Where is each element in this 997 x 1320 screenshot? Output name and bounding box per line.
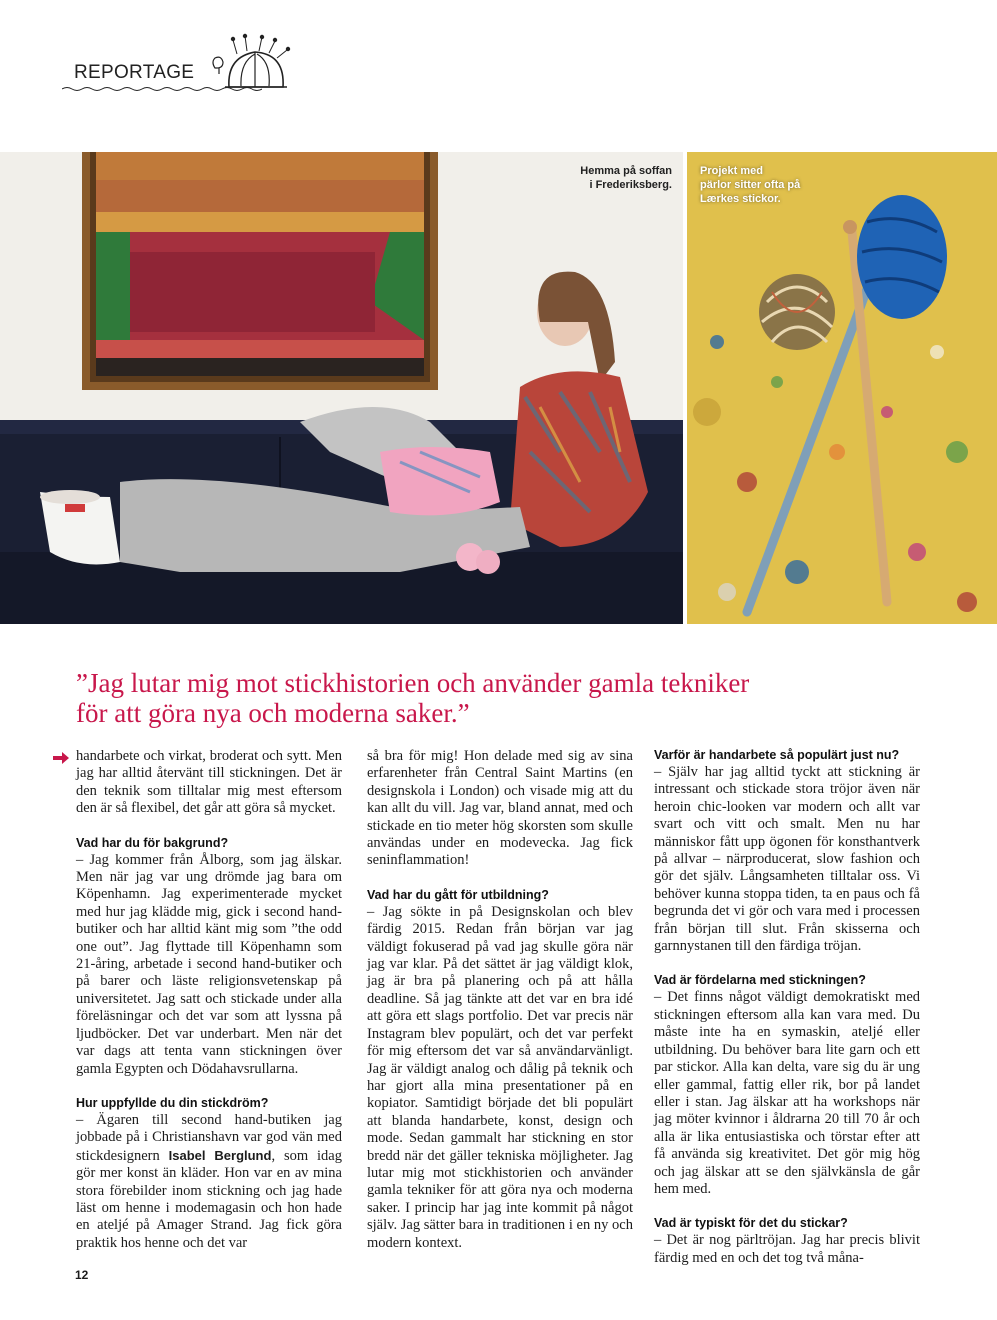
text-span: , som idag gör mer konst än kläder. Hon var en av mina stora förebilder inom stickning och jag hade läst om henne i modemagasin och hon hade en ateljé på Amager Strand. Jag fick göra praktik hos henne och det var <box>76 1147 342 1251</box>
question-heading: Vad har du för bakgrund? <box>76 835 229 850</box>
text-span: – Ägaren till second hand-butiken jag jobbade på i Christianshavn var god vän med stickdesignern <box>76 1111 342 1164</box>
question-heading: Vad är typiskt för det du stickar? <box>654 1216 848 1231</box>
caption-right <box>700 164 810 206</box>
continuation-arrow-icon <box>52 751 70 765</box>
paragraph: handarbete och virkat, broderat och sytt. Men jag har alltid återvänt till stickningen. Det är den teknik som tilltalar mig mest eftersom den är så flexibel, det går att göra så mycket. <box>76 748 342 817</box>
photo-knitting-on-sofa <box>0 152 683 624</box>
section-header <box>62 32 302 102</box>
paragraph: – Det är nog pärltröjan. Jag har precis blivit färdig med en och det tog två måna- <box>654 1232 920 1266</box>
question-heading: Varför är handarbete så populärt just nu? <box>654 748 900 762</box>
paragraph: – Det finns något väldigt demokratiskt med stickningen eftersom alla kan vara med. Du måste inte ha en symaskin, ateljé eller utbildning. Du behöver bara lite garn och ett par stickor. Alla kan delta, vare sig du är ung eller gammal, fattig eller rik, bor på landet eller i stan. Jag älskar att ha workshops när jag möter kvinnor i åldrarna 20 till 70 år och alla är lika entusiastiska och törstar efter att få använda sig kreativitet. Det gör mig hög och jag älskar att se den självkänsla de går hem med. <box>654 989 920 1197</box>
section-label: REPORTAGE <box>74 62 195 83</box>
caption-left-line: Hemma på soffan <box>580 165 672 177</box>
caption-right-line: pärlor sitter ofta på <box>700 179 801 191</box>
paragraph: – Själv har jag alltid tyckt att stickning är intressant och stickade stora tröjor även när heroin chic-looken var modern och allt var svart och vitt och smalt. Men nu har människor fått upp ögonen för konsthantverk på allvar – närproducerat, slow fashion och gör det själv. Långsamheten tilltalar oss. Vi behöver kunna stoppa tiden, ta en paus och få begrunda det vi gör och vara med i processen från början till slut. Från skisserna och garnnystanen till den färdiga tröjan. <box>654 764 920 955</box>
question-heading: Vad är fördelarna med stickningen? <box>654 973 866 988</box>
painting <box>82 152 438 390</box>
paragraph: – Jag sökte in på Designskolan och blev färdig 2015. Redan från början var jag väldigt fokuserad på vad jag skulle göra när jag var klar. På det sättet är jag väldigt klok, jag är bra på planering och på att hålla deadline. Så jag tänkte att det var en bra idé att göra ett slags portfolio. Det var precis när Instagram blev populärt, och det var perfekt för mig eftersom det var så användarvänligt. Jag är väldigt analog och dålig på teknik och har gjort alla mina presentationer på en kopiator. Samtidigt började det bli populärt att blanda handarbete, konst, design och mode. Sedan gammalt har stickning en stor bredd när det gäller tekniska möjligheter. Jag lutar mig mot stickhistorien och använder gamla tekniker för att göra nya och moderna saker. I princip har jag inte kommit på något själv. Jag sätter bara in traditionen i en ny och modern kontext. <box>367 903 633 1251</box>
article-column-2 <box>367 748 633 1252</box>
article-column-1 <box>76 748 342 1252</box>
caption-right-line: Lærkes stickor. <box>700 193 781 205</box>
photo-yarn-and-needles <box>687 152 997 624</box>
paragraph: – Jag kommer från Ålborg, som jag älskar. Men när jag var ung drömde jag bara om Köpenhamn. Jag experimenterade mycket med hur jag klädde mig, gick i second hand-butiker och har alltid känt mig som ”the odd one out”. Jag flyttade till Köpenhamn som 21-åring, arbetade i second hand-butiker och på barer och läste religionsvetenskap på universitetet. Jag satt och stickade under alla föreläsningar och det var som att lyssna på ljudböcker. Det var underbart. Men när det var dags att tenta vann stickningen över gamla Egypten och Dödahavsrullarna. <box>76 851 342 1077</box>
pull-quote-line: ”Jag lutar mig mot stickhistorien och använder gamla tekniker <box>76 668 750 698</box>
pull-quote-line: för att göra nya och moderna saker.” <box>76 698 470 728</box>
person-name: Isabel Berglund <box>168 1147 272 1163</box>
caption-left <box>560 164 672 192</box>
pull-quote <box>76 668 856 728</box>
page-number: 12 <box>75 1268 89 1282</box>
caption-right-line: Projekt med <box>700 165 763 177</box>
article-column-3 <box>654 748 920 1267</box>
question-heading: Vad har du gått för utbildning? <box>367 887 549 902</box>
paragraph <box>76 1112 342 1252</box>
caption-left-line: i Frederiksberg. <box>589 179 672 191</box>
paragraph: så bra för mig! Hon delade med sig av sina erfarenheter från Central Saint Martins (en designskola i London) och visade mig att du kan allt du vill. Jag var, bland annat, med och stickade en tio meter hög skorsten som skulle användas under en modevecka. Jag fick seninflammation! <box>367 748 633 869</box>
question-heading: Hur uppfyllde du din stickdröm? <box>76 1095 269 1110</box>
pincushion-icon <box>207 32 297 92</box>
